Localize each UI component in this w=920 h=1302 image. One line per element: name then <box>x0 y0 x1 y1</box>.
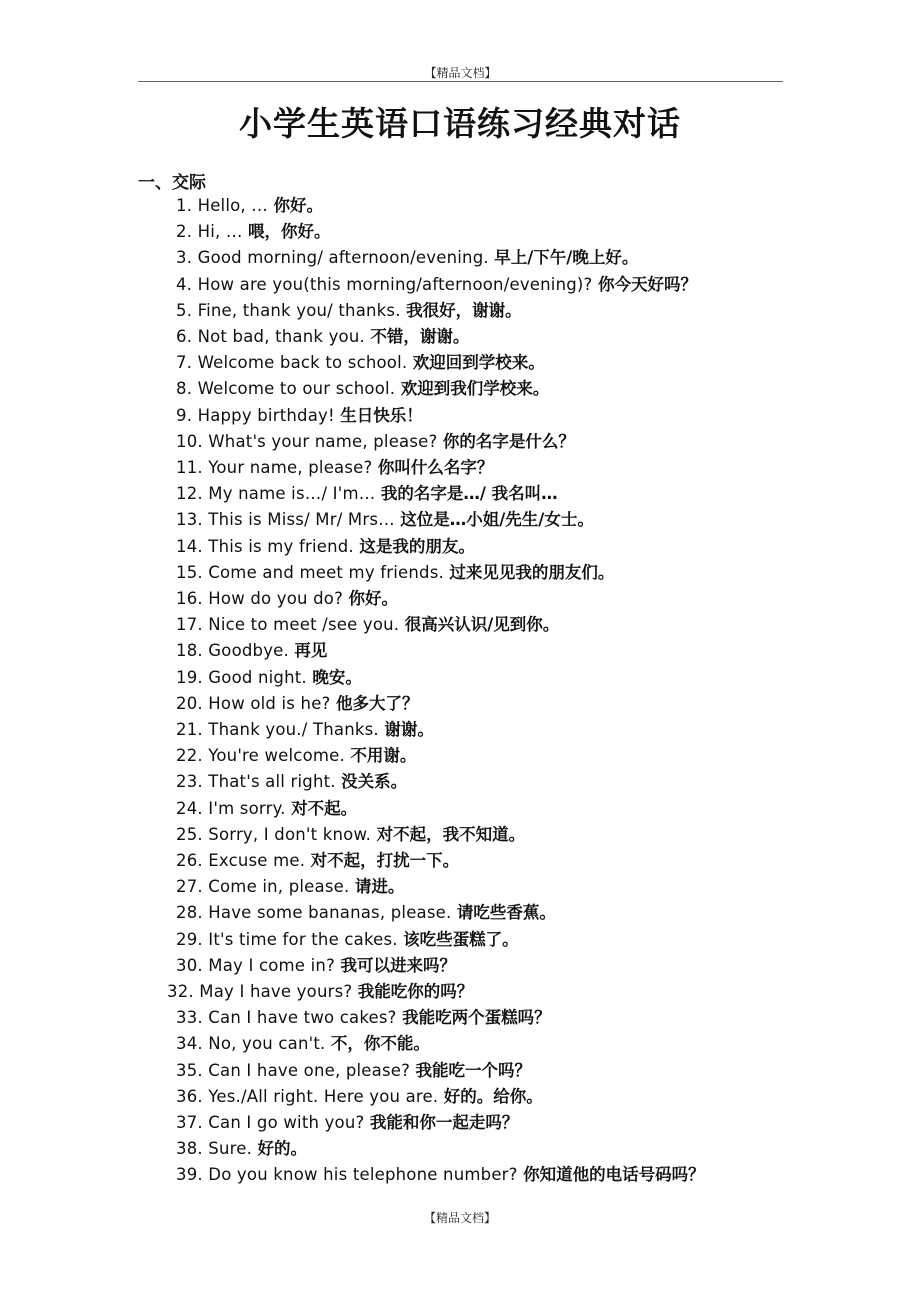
dialog-item <box>176 482 558 506</box>
dialog-item <box>176 1032 430 1056</box>
dialog-item <box>176 613 559 637</box>
chinese-translation: 我能和你一起走吗？ <box>369 1113 519 1132</box>
document-title: 小学生英语口语练习经典对话 <box>239 104 681 143</box>
english-phrase: 34. No, you can't. <box>176 1034 331 1054</box>
dialog-item <box>176 954 456 978</box>
english-phrase: 29. It's time for the cakes. <box>176 929 404 949</box>
chinese-translation: 早上/下午/晚上好。 <box>494 248 639 268</box>
english-phrase: 8. Welcome to our school. <box>176 379 401 399</box>
chinese-translation: 欢迎回到学校来。 <box>412 353 545 373</box>
dialog-item <box>176 299 522 323</box>
english-phrase: 30. May I come in? <box>176 955 341 975</box>
dialog-item <box>176 535 475 559</box>
dialog-item <box>176 325 469 349</box>
dialog-item <box>176 797 357 821</box>
dialog-item <box>176 901 556 925</box>
dialog-item <box>176 928 519 952</box>
english-phrase: 16. How do you do? <box>176 589 349 608</box>
english-phrase: 17. Nice to meet /see you. <box>176 615 405 635</box>
chinese-translation: 对不起。 <box>291 798 358 818</box>
english-phrase: 7. Welcome back to school. <box>176 353 413 373</box>
page-footer: 【精品文档】 <box>423 1211 496 1225</box>
dialog-item <box>176 430 575 454</box>
dialog-item <box>176 666 362 690</box>
dialog-item <box>176 875 404 899</box>
chinese-translation: 我可以进来吗？ <box>340 955 456 975</box>
english-phrase: 21. Thank you./ Thanks. <box>176 720 385 739</box>
english-phrase: 36. Yes./All right. Here you are. <box>176 1086 444 1106</box>
chinese-translation: 你今天好吗？ <box>597 274 697 294</box>
chinese-translation: 你好。 <box>273 196 323 215</box>
english-phrase: 35. Can I have one, please? <box>176 1060 416 1080</box>
dialog-item <box>176 1111 518 1135</box>
dialog-item <box>176 587 398 611</box>
english-phrase: 2. Hi, … <box>176 222 249 242</box>
chinese-translation: 这是我的朋友。 <box>359 536 475 556</box>
chinese-translation: 你好。 <box>348 589 398 608</box>
dialog-item <box>176 718 434 742</box>
chinese-translation: 请吃些香蕉。 <box>456 903 556 923</box>
chinese-translation: 他多大了？ <box>335 693 419 713</box>
chinese-translation: 请进。 <box>354 877 405 897</box>
dialog-item <box>176 194 323 218</box>
english-phrase: 38. Sure. <box>176 1139 258 1159</box>
chinese-translation: 没关系。 <box>341 772 408 792</box>
chinese-translation: 你叫什么名字？ <box>377 458 494 477</box>
english-phrase: 32. May I have yours? <box>167 982 358 1001</box>
chinese-translation: 我能吃你的吗？ <box>357 982 474 1001</box>
section-heading: 一、交际 <box>138 173 206 193</box>
english-phrase: 26. Excuse me. <box>176 851 311 870</box>
chinese-translation: 我很好，谢谢。 <box>406 300 522 320</box>
dialog-item <box>176 508 594 532</box>
dialog-item <box>176 377 549 401</box>
page-header: 【精品文档】 <box>424 66 497 80</box>
chinese-translation: 不，你不能。 <box>330 1034 430 1054</box>
dialog-item <box>176 823 525 847</box>
dialog-item <box>176 220 331 244</box>
dialog-item <box>176 744 416 768</box>
chinese-translation: 该吃些蛋糕了。 <box>403 929 519 949</box>
dialog-item <box>176 1006 551 1030</box>
chinese-translation: 好的。给你。 <box>443 1086 543 1106</box>
chinese-translation: 我能吃两个蛋糕吗？ <box>402 1008 551 1028</box>
english-phrase: 12. My name is…/ I'm… <box>176 484 381 504</box>
chinese-translation: 生日快乐！ <box>340 405 423 425</box>
chinese-translation: 很高兴认识/见到你。 <box>404 615 560 635</box>
dialog-item <box>176 1059 531 1083</box>
dialog-item <box>167 980 473 1004</box>
english-phrase: 39. Do you know his telephone number? <box>176 1165 524 1185</box>
chinese-translation: 谢谢。 <box>384 720 434 739</box>
english-phrase: 15. Come and meet my friends. <box>176 562 450 582</box>
chinese-translation: 这位是…小姐/先生/女士。 <box>400 510 594 530</box>
dialog-item <box>176 692 418 716</box>
dialog-item <box>176 273 697 297</box>
chinese-translation: 过来见见我的朋友们。 <box>449 562 615 582</box>
english-phrase: 20. How old is he? <box>176 693 336 713</box>
chinese-translation: 好的。 <box>257 1139 307 1159</box>
english-phrase: 37. Can I go with you? <box>176 1113 370 1132</box>
english-phrase: 28. Have some bananas, please. <box>176 903 457 923</box>
chinese-translation: 不错，谢谢。 <box>370 327 470 346</box>
english-phrase: 23. That's all right. <box>176 772 342 792</box>
english-phrase: 14. This is my friend. <box>176 536 360 556</box>
dialog-item <box>176 1163 705 1187</box>
dialog-item <box>176 849 459 873</box>
english-phrase: 33. Can I have two cakes? <box>176 1008 403 1028</box>
dialog-item <box>176 404 423 428</box>
chinese-translation: 再见 <box>294 641 328 661</box>
chinese-translation: 我的名字是…/ 我名叫… <box>380 484 558 504</box>
chinese-translation: 喂，你好。 <box>248 222 331 242</box>
chinese-translation: 我能吃一个吗？ <box>415 1060 532 1080</box>
english-phrase: 27. Come in, please. <box>176 877 355 897</box>
dialog-item <box>176 561 614 585</box>
english-phrase: 6. Not bad, thank you. <box>176 327 371 346</box>
chinese-translation: 对不起，打扰一下。 <box>310 851 460 870</box>
english-phrase: 1. Hello, … <box>176 196 274 215</box>
english-phrase: 10. What's your name, please? <box>176 431 443 451</box>
english-phrase: 18. Goodbye. <box>176 641 295 661</box>
english-phrase: 19. Good night. <box>176 667 313 687</box>
chinese-translation: 你的名字是什么？ <box>442 431 575 451</box>
chinese-translation: 不用谢。 <box>350 746 417 766</box>
english-phrase: 13. This is Miss/ Mr/ Mrs… <box>176 510 401 530</box>
english-phrase: 11. Your name, please? <box>176 458 378 477</box>
english-phrase: 3. Good morning/ afternoon/evening. <box>176 248 495 268</box>
dialog-item <box>176 246 638 270</box>
english-phrase: 9. Happy birthday! <box>176 405 341 425</box>
dialog-item <box>176 456 493 480</box>
chinese-translation: 对不起，我不知道。 <box>376 824 526 844</box>
chinese-translation: 欢迎到我们学校来。 <box>400 379 550 399</box>
english-phrase: 22. You're welcome. <box>176 746 351 766</box>
dialog-item <box>176 351 545 375</box>
dialog-item <box>176 1137 307 1161</box>
english-phrase: 4. How are you(this morning/afternoon/evening)? <box>176 274 598 294</box>
dialog-item <box>176 1085 543 1109</box>
chinese-translation: 晚安。 <box>312 667 362 687</box>
chinese-translation: 你知道他的电话号码吗？ <box>523 1165 705 1185</box>
dialog-item <box>176 770 407 794</box>
header-divider <box>138 81 783 82</box>
dialog-item <box>176 639 327 663</box>
english-phrase: 25. Sorry, I don't know. <box>176 824 377 844</box>
english-phrase: 24. I'm sorry. <box>176 798 292 818</box>
english-phrase: 5. Fine, thank you/ thanks. <box>176 300 407 320</box>
